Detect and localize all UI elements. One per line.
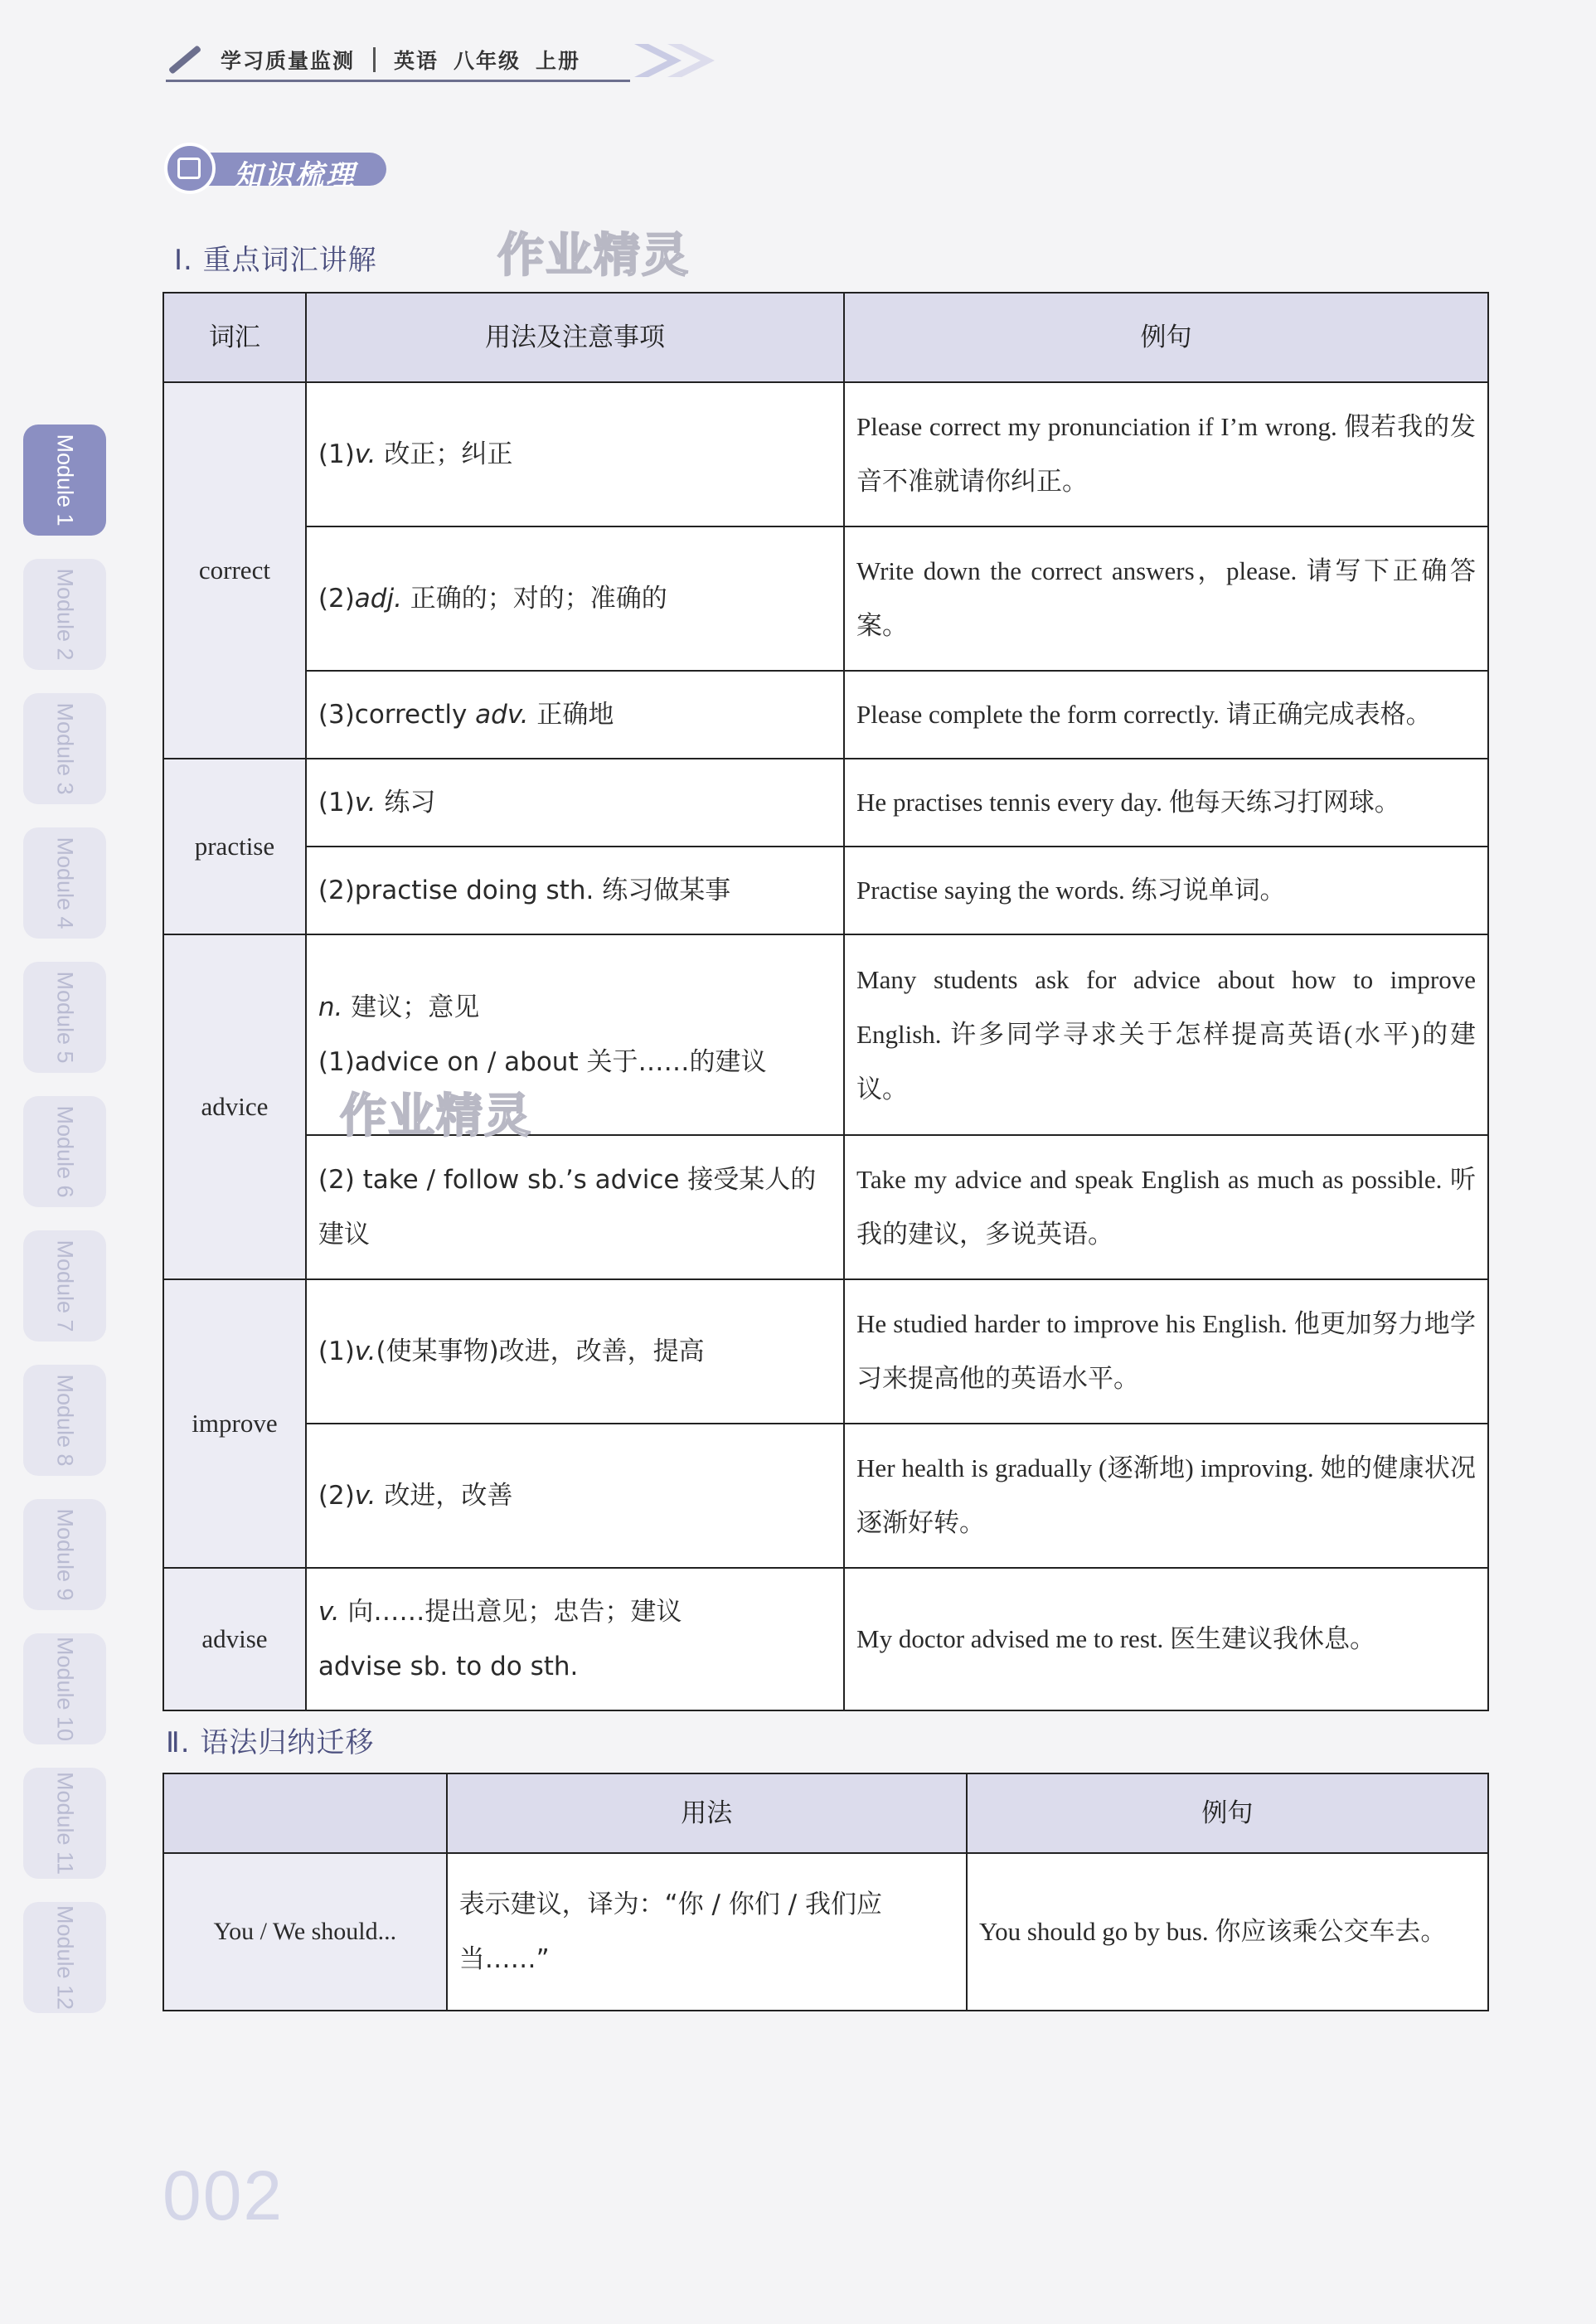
module-tab-2[interactable]: Module 2: [23, 559, 106, 670]
vocab-header-row: [163, 293, 1488, 382]
double-chevron-icon: [630, 40, 721, 81]
header-separator: [373, 47, 376, 72]
table-row: [163, 1568, 1488, 1710]
grammar-section-title: Ⅱ. 语法归纳迁移: [166, 1726, 375, 1759]
example-cell: My doctor advised me to rest. 医生建议我休息。: [844, 1568, 1488, 1710]
header-grade: 八年级: [454, 49, 521, 73]
module-tab-6[interactable]: Module 6: [23, 1096, 106, 1207]
grammar-col-header-usage: 用法: [447, 1773, 967, 1853]
grammar-item: You / We should...: [163, 1853, 447, 2011]
table-row: [163, 382, 1488, 526]
table-row: [163, 526, 1488, 671]
grammar-col-header-example: 例句: [967, 1773, 1488, 1853]
watermark: 作业精灵: [497, 229, 690, 283]
example-cell: He practises tennis every day. 他每天练习打网球。: [844, 759, 1488, 847]
section-badge-label: 知识梳理: [234, 159, 357, 192]
watermark: 作业精灵: [340, 1089, 532, 1143]
module-tab-4[interactable]: Module 4: [23, 827, 106, 939]
example-cell: Please complete the form correctly. 请正确完成表格。: [844, 671, 1488, 759]
col-header-usage: 用法及注意事项: [306, 293, 844, 382]
example-cell: Take my advice and speak English as much as possible. 听我的建议，多说英语。: [844, 1135, 1488, 1279]
module-tab-10[interactable]: Module 10: [23, 1633, 106, 1744]
vocab-word-advice: advice: [163, 934, 306, 1279]
example-cell: Many students ask for advice about how to improve English. 许多同学寻求关于怎样提高英语(水平)的建议。: [844, 934, 1488, 1135]
usage-cell: (1)v.(使某事物)改进，改善，提高: [306, 1279, 844, 1424]
header-rule: [166, 80, 630, 82]
vocab-table: [163, 292, 1489, 1711]
usage-cell: (1)v. 改正；纠正: [306, 382, 844, 526]
module-tab-8[interactable]: Module 8: [23, 1365, 106, 1476]
usage-cell: (2)adj. 正确的；对的；准确的: [306, 526, 844, 671]
book-icon: [177, 158, 201, 179]
usage-cell: v. 向……提出意见；忠告；建议 advise sb. to do sth.: [306, 1568, 844, 1710]
example-cell: Write down the correct answers，please. 请写下正确答案。: [844, 526, 1488, 671]
col-header-word: 词汇: [163, 293, 306, 382]
grammar-col-header-empty: [163, 1773, 447, 1853]
module-tab-11[interactable]: Module 11: [23, 1768, 106, 1879]
table-row: [163, 1853, 1488, 2011]
grammar-table: [163, 1773, 1489, 2011]
module-tab-3[interactable]: Module 3: [23, 693, 106, 804]
usage-cell: (1)v. 练习: [306, 759, 844, 847]
table-row: [163, 1279, 1488, 1424]
example-cell: He studied harder to improve his English. 他更加努力地学习来提高他的英语水平。: [844, 1279, 1488, 1424]
pen-icon: [168, 45, 201, 75]
table-row: [163, 847, 1488, 934]
header-volume: 上册: [536, 49, 581, 73]
usage-cell: (2) take / follow sb.’s advice 接受某人的建议: [306, 1135, 844, 1279]
page-number: 002: [163, 2157, 284, 2234]
module-tab-9[interactable]: Module 9: [23, 1499, 106, 1610]
running-header: [166, 35, 580, 85]
book-title: 学习质量监测: [221, 49, 356, 73]
header-subject: 英语: [394, 49, 439, 73]
module-tab-1[interactable]: Module 1: [23, 425, 106, 536]
example-cell: Please correct my pronunciation if I’m wrong. 假若我的发音不准就请你纠正。: [844, 382, 1488, 526]
vocab-word-advise: advise: [163, 1568, 306, 1710]
table-row: [163, 759, 1488, 847]
section-badge: [164, 143, 388, 194]
usage-cell: n. 建议；意见 (1)advice on / about 关于……的建议: [306, 934, 844, 1135]
table-row: [163, 671, 1488, 759]
module-tab-12[interactable]: Module 12: [23, 1902, 106, 2013]
example-cell: Her health is gradually (逐渐地) improving. 她的健康状况逐渐好转。: [844, 1424, 1488, 1568]
vocab-word-correct: correct: [163, 382, 306, 759]
usage-cell: (3)correctly adv. 正确地: [306, 671, 844, 759]
example-cell: You should go by bus. 你应该乘公交车去。: [967, 1853, 1488, 2011]
module-tab-5[interactable]: Module 5: [23, 962, 106, 1073]
table-row: [163, 1135, 1488, 1279]
vocab-word-improve: improve: [163, 1279, 306, 1568]
module-tab-7[interactable]: Module 7: [23, 1230, 106, 1342]
table-row: [163, 1424, 1488, 1568]
grammar-header-row: [163, 1773, 1488, 1853]
usage-cell: (2)v. 改进，改善: [306, 1424, 844, 1568]
usage-cell: (2)practise doing sth. 练习做某事: [306, 847, 844, 934]
vocab-section-title: Ⅰ. 重点词汇讲解: [174, 244, 377, 277]
example-cell: Practise saying the words. 练习说单词。: [844, 847, 1488, 934]
col-header-example: 例句: [844, 293, 1488, 382]
vocab-word-practise: practise: [163, 759, 306, 934]
usage-cell: 表示建议，译为：“你 / 你们 / 我们应当……”: [447, 1853, 967, 2011]
